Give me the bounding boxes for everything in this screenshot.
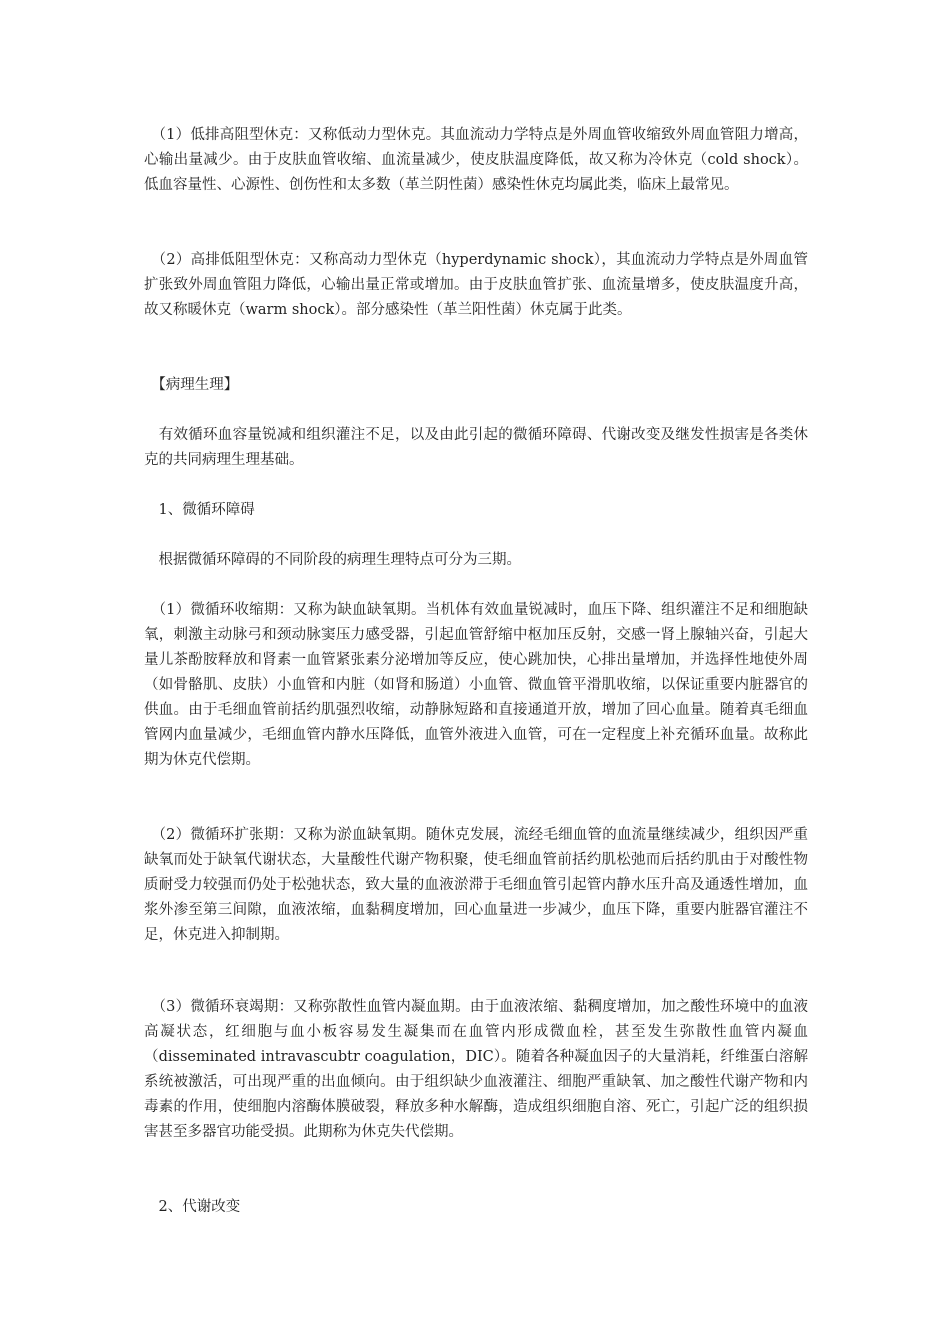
paragraph-contraction-phase: （1）微循环收缩期：又称为缺血缺氧期。当机体有效血量锐减时，血压下降、组织灌注不足和细胞缺氧，刺激主动脉弓和颈动脉窦压力感受器，引起血管舒缩中枢加压反射，交感一肾上腺轴兴奋，引起大量儿茶酚胺释放和肾素一血管紧张素分泌增加等反应，使心跳加快，心排出量增加，并选择性地使外周（如骨骼肌、皮肤）小血管和内脏（如肾和肠道）小血管、微血管平滑肌收缩，以保证重要内脏器官的供血。由于毛细血管前括约肌强烈收缩，动静脉短路和直接通道开放，增加了回心血量。随着真毛细血管网内血量减少，毛细血管内静水压降低，血管外液进入血管，可在一定程度上补充循环血量。故称此期为休克代偿期。 bbox=[144, 602, 808, 768]
paragraph-low-output-shock: （1）低排高阻型休克：又称低动力型休克。其血流动力学特点是外周血管收缩致外周血管阻力增高，心输出量减少。由于皮肤血管收缩、血流量减少，使皮肤温度降低，故又称为冷休克（cold shock）。低血容量性、心源性、创伤性和太多数（革兰阴性菌）感染性休克均属此类，临床上最常见。 bbox=[144, 127, 808, 193]
section-heading-pathophysiology: 【病理生理】 bbox=[144, 377, 239, 393]
subheading-metabolic-changes: 2、代谢改变 bbox=[144, 1199, 241, 1215]
paragraph-high-output-shock: （2）高排低阻型休克：又称高动力型休克（hyperdynamic shock），其血流动力学特点是外周血管扩张致外周血管阻力降低，心输出量正常或增加。由于皮肤血管扩张、血流量增多，使皮肤温度升高，故又称暖休克（warm shock）。部分感染性（革兰阳性菌）休克属于此类。 bbox=[144, 252, 808, 318]
paragraph-failure-phase: （3）微循环衰竭期：又称弥散性血管内凝血期。由于血液浓缩、黏稠度增加，加之酸性环境中的血液高凝状态，红细胞与血小板容易发生凝集而在血管内形成微血栓，甚至发生弥散性血管内凝血（disseminated intravascubtr coagulation，DIC）。随着各种凝血因子的大量消耗，纤维蛋白溶解系统被激活，可出现严重的出血倾向。由于组织缺少血液灌注、细胞严重缺氧、加之酸性代谢产物和内毒素的作用，使细胞内溶酶体膜破裂，释放多种水解酶，造成组织细胞自溶、死亡，引起广泛的组织损害甚至多器官功能受损。此期称为休克失代偿期。 bbox=[144, 999, 808, 1140]
paragraph-dilation-phase: （2）微循环扩张期：又称为淤血缺氧期。随休克发展，流经毛细血管的血流量继续减少，组织因严重缺氧而处于缺氧代谢状态，大量酸性代谢产物积聚，使毛细血管前括约肌松弛而后括约肌由于对酸性物质耐受力较强而仍处于松弛状态，致大量的血液淤滞于毛细血管引起管内静水压升高及通透性增加，血浆外渗至第三间隙，血液浓缩，血黏稠度增加，回心血量进一步减少，血压下降，重要内脏器官灌注不足，休克进入抑制期。 bbox=[144, 827, 808, 943]
subheading-microcirculation: 1、微循环障碍 bbox=[144, 502, 255, 518]
paragraph-three-phases: 根据微循环障碍的不同阶段的病理生理特点可分为三期。 bbox=[144, 552, 521, 568]
paragraph-pathophysiology-intro: 有效循环血容量锐减和组织灌注不足，以及由此引起的微循环障碍、代谢改变及继发性损害是各类休克的共同病理生理基础。 bbox=[144, 427, 808, 468]
